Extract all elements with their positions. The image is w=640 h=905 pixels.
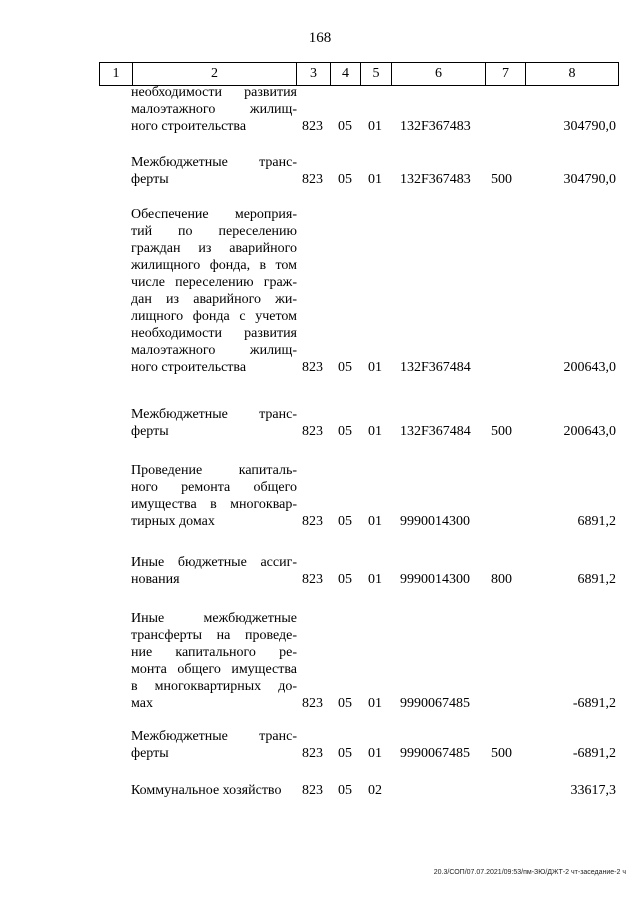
cell-col-8: 304790,0 xyxy=(563,172,616,187)
header-col-7: 7 xyxy=(486,63,526,85)
header-col-8: 8 xyxy=(526,63,619,85)
description-line: жилищного фонда, в том xyxy=(131,258,297,273)
description-line: ние капитального ре- xyxy=(131,645,297,660)
description-line: дан из аварийного жи- xyxy=(131,292,297,307)
description-line: трансферты на проведе- xyxy=(131,628,297,643)
cell-col-3: 823 xyxy=(302,514,323,529)
table-header xyxy=(99,62,619,86)
description-line: ферты xyxy=(131,424,169,439)
cell-col-6: 132F367483 xyxy=(400,119,471,134)
description-line: ферты xyxy=(131,746,169,761)
cell-col-5: 01 xyxy=(368,119,382,134)
description-line: Межбюджетные транс- xyxy=(131,155,297,170)
row-description xyxy=(131,84,297,135)
description-line: граждан из аварийного xyxy=(131,241,297,256)
description-line: имущества в многоквар- xyxy=(131,497,297,512)
cell-col-5: 01 xyxy=(368,572,382,587)
row-description xyxy=(131,206,297,376)
header-col-2: 2 xyxy=(133,63,297,85)
description-line: Проведение капиталь- xyxy=(131,463,297,478)
description-line: мах xyxy=(131,696,153,711)
cell-col-4: 05 xyxy=(338,514,352,529)
cell-col-4: 05 xyxy=(338,572,352,587)
description-line: тирных домах xyxy=(131,514,215,529)
row-description xyxy=(131,728,297,762)
cell-col-7: 500 xyxy=(491,424,512,439)
header-col-1: 1 xyxy=(100,63,133,85)
description-line: Иные межбюджетные xyxy=(131,611,297,626)
cell-col-6: 9990067485 xyxy=(400,696,470,711)
description-line: ферты xyxy=(131,172,169,187)
cell-col-3: 823 xyxy=(302,783,323,798)
cell-col-5: 01 xyxy=(368,746,382,761)
cell-col-8: 33617,3 xyxy=(570,783,616,798)
header-col-5: 5 xyxy=(361,63,392,85)
row-description xyxy=(131,154,297,188)
cell-col-5: 01 xyxy=(368,514,382,529)
cell-col-3: 823 xyxy=(302,572,323,587)
description-line: ного строительства xyxy=(131,360,247,375)
cell-col-5: 01 xyxy=(368,172,382,187)
description-line: лищного фонда с учетом xyxy=(131,309,297,324)
description-line: числе переселению граж- xyxy=(131,275,297,290)
row-description xyxy=(131,406,297,440)
description-line: тий по переселению xyxy=(131,224,297,239)
cell-col-8: 6891,2 xyxy=(577,514,616,529)
description-line: ного ремонта общего xyxy=(131,480,297,495)
cell-col-5: 02 xyxy=(368,783,382,798)
cell-col-5: 01 xyxy=(368,696,382,711)
document-footer: 20.3/СОП/07.07.2021/09:53/пм-ЗЮ/ДЖТ-2 чт-заседание-2 ч xyxy=(433,869,626,876)
description-line: ного строительства xyxy=(131,119,247,134)
cell-col-7: 800 xyxy=(491,572,512,587)
row-description xyxy=(131,610,297,712)
cell-col-6: 9990067485 xyxy=(400,746,470,761)
cell-col-5: 01 xyxy=(368,360,382,375)
cell-col-6: 9990014300 xyxy=(400,514,470,529)
description-line: необходимости развития xyxy=(131,326,297,341)
description-line: необходимости развития xyxy=(131,85,297,100)
cell-col-6: 132F367484 xyxy=(400,360,471,375)
cell-col-3: 823 xyxy=(302,119,323,134)
cell-col-4: 05 xyxy=(338,172,352,187)
cell-col-6: 9990014300 xyxy=(400,572,470,587)
row-description xyxy=(131,782,297,799)
description-line: малоэтажного жилищ- xyxy=(131,343,297,358)
cell-col-4: 05 xyxy=(338,746,352,761)
cell-col-4: 05 xyxy=(338,783,352,798)
description-line: Обеспечение мероприя- xyxy=(131,207,297,222)
cell-col-8: 6891,2 xyxy=(577,572,616,587)
description-line: нования xyxy=(131,572,180,587)
cell-col-3: 823 xyxy=(302,360,323,375)
description-line: Межбюджетные транс- xyxy=(131,729,297,744)
cell-col-8: 200643,0 xyxy=(563,360,616,375)
row-description xyxy=(131,554,297,588)
cell-col-4: 05 xyxy=(338,696,352,711)
description-line: монта общего имущества xyxy=(131,662,297,677)
cell-col-4: 05 xyxy=(338,119,352,134)
cell-col-4: 05 xyxy=(338,360,352,375)
cell-col-8: -6891,2 xyxy=(572,696,616,711)
description-line: малоэтажного жилищ- xyxy=(131,102,297,117)
cell-col-4: 05 xyxy=(338,424,352,439)
description-line: в многоквартирных до- xyxy=(131,679,297,694)
cell-col-3: 823 xyxy=(302,696,323,711)
header-col-6: 6 xyxy=(392,63,486,85)
page-number: 168 xyxy=(308,30,332,46)
cell-col-5: 01 xyxy=(368,424,382,439)
description-line: Коммунальное хозяйство xyxy=(131,783,282,798)
cell-col-8: 200643,0 xyxy=(563,424,616,439)
cell-col-3: 823 xyxy=(302,424,323,439)
description-line: Иные бюджетные ассиг- xyxy=(131,555,297,570)
header-col-3: 3 xyxy=(297,63,331,85)
cell-col-3: 823 xyxy=(302,746,323,761)
cell-col-8: 304790,0 xyxy=(563,119,616,134)
cell-col-7: 500 xyxy=(491,172,512,187)
cell-col-6: 132F367484 xyxy=(400,424,471,439)
cell-col-6: 132F367483 xyxy=(400,172,471,187)
row-description xyxy=(131,462,297,530)
description-line: Межбюджетные транс- xyxy=(131,407,297,422)
header-col-4: 4 xyxy=(331,63,361,85)
cell-col-8: -6891,2 xyxy=(572,746,616,761)
cell-col-7: 500 xyxy=(491,746,512,761)
cell-col-3: 823 xyxy=(302,172,323,187)
